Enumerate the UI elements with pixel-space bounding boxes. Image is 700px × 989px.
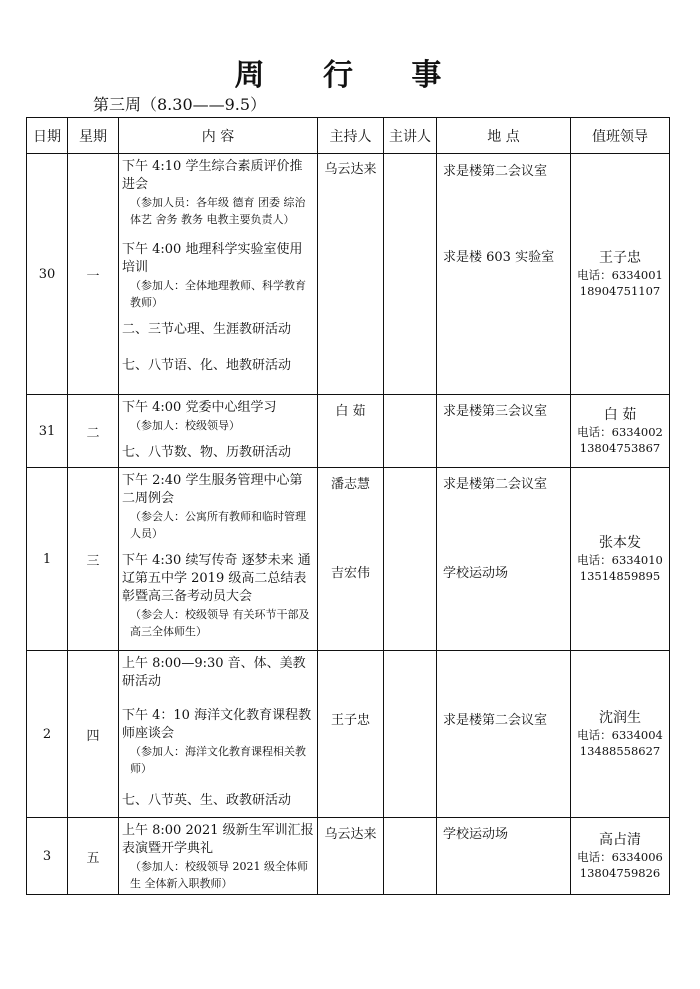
location-cell <box>437 468 571 651</box>
header-weekday: 星期 <box>68 118 119 154</box>
weekday-cell: 五 <box>68 818 119 895</box>
duty-cell <box>571 468 670 651</box>
header-host: 主持人 <box>318 118 384 154</box>
speaker-cell <box>384 468 437 651</box>
event-title: 下午 4:30 续写传奇 逐梦未来 通辽第五中学 2019 级高二总结表彰暨高三备考动员大会 <box>122 553 311 604</box>
location-name: 求是楼 603 实验室 <box>443 250 555 265</box>
content-cell <box>119 818 318 895</box>
header-content: 内 容 <box>119 118 318 154</box>
event-note: （参会人：公寓所有教师和临时管理人员） <box>130 510 306 540</box>
event-note: （参加人员：各年级 德育 团委 综治 体艺 舍务 教务 电教主要负责人） <box>130 196 306 226</box>
duty-mobile: 18904751107 <box>579 284 661 298</box>
host-cell <box>318 468 384 651</box>
location-cell <box>437 395 571 468</box>
event-title: 七、八节英、生、政教研活动 <box>122 793 292 808</box>
table-row <box>27 154 670 395</box>
table-header-row <box>27 118 670 154</box>
host-cell <box>318 651 384 818</box>
location-name: 学校运动场 <box>443 827 509 842</box>
speaker-cell <box>384 154 437 395</box>
location-spacer <box>437 651 570 709</box>
date-cell: 31 <box>27 395 68 468</box>
date-cell: 3 <box>27 818 68 895</box>
event-item <box>122 655 314 707</box>
table-row <box>27 395 670 468</box>
duty-phone: 电话：6334004 <box>577 728 663 742</box>
duty-leader-name: 王子忠 <box>599 250 641 266</box>
date-cell: 30 <box>27 154 68 395</box>
host-cell <box>318 395 384 468</box>
event-note: （参会人：校级领导 有关环节干部及高三全体师生） <box>130 608 310 638</box>
event-item <box>122 444 314 462</box>
location-name: 求是楼第二会议室 <box>443 477 548 492</box>
duty-mobile: 13514859895 <box>579 569 661 583</box>
duty-mobile: 13804759826 <box>579 866 661 880</box>
event-title: 二、三节心理、生涯教研活动 <box>122 322 292 337</box>
weekday-cell: 二 <box>68 395 119 468</box>
event-item <box>122 357 314 375</box>
event-note: （参加人：海洋文化教育课程相关教师） <box>130 745 306 775</box>
host-name: 乌云达来 <box>324 162 377 177</box>
page-title: 周 行 事 <box>234 58 466 93</box>
header-date: 日期 <box>27 118 68 154</box>
content-cell <box>119 468 318 651</box>
weekday-cell: 四 <box>68 651 119 818</box>
duty-phone: 电话：6334010 <box>577 553 663 567</box>
table-row <box>27 651 670 818</box>
duty-cell <box>571 154 670 395</box>
host-name: 王子忠 <box>330 713 370 728</box>
event-note: （参加人：校级领导） <box>130 419 240 432</box>
location-cell <box>437 651 571 818</box>
week-label: 第三周（8.30——9.5） <box>93 95 267 114</box>
event-item <box>122 707 314 792</box>
date-cell: 2 <box>27 651 68 818</box>
event-title: 七、八节数、物、历教研活动 <box>122 445 292 460</box>
host-spacer <box>318 651 383 709</box>
event-item <box>122 472 314 552</box>
event-note: （参加人：全体地理教师、科学教育教师） <box>130 279 306 309</box>
event-title: 下午 4：10 海洋文化教育课程教师座谈会 <box>122 708 312 741</box>
speaker-cell <box>384 395 437 468</box>
location-name: 学校运动场 <box>443 566 509 581</box>
duty-cell <box>571 818 670 895</box>
host-name: 乌云达来 <box>324 827 377 842</box>
host-cell <box>318 818 384 895</box>
table-row <box>27 818 670 895</box>
duty-leader-name: 张本发 <box>599 535 641 551</box>
header-location: 地 点 <box>437 118 571 154</box>
weekday-cell: 一 <box>68 154 119 395</box>
location-name: 求是楼第二会议室 <box>443 164 548 179</box>
duty-leader-name: 高占清 <box>599 832 641 848</box>
event-item <box>122 317 314 357</box>
duty-cell <box>571 395 670 468</box>
event-item <box>122 552 314 640</box>
table-row <box>27 468 670 651</box>
date-cell: 1 <box>27 468 68 651</box>
weekly-schedule-table <box>26 117 670 895</box>
event-title: 下午 4:00 地理科学实验室使用培训 <box>122 242 303 275</box>
host-name: 白 茹 <box>335 404 366 419</box>
content-cell <box>119 651 318 818</box>
event-title: 下午 4:10 学生综合素质评价推进会 <box>122 159 303 192</box>
location-name: 求是楼第二会议室 <box>443 713 548 728</box>
event-title: 上午 8:00—9:30 音、体、美教研活动 <box>122 656 306 689</box>
event-item <box>122 158 314 241</box>
duty-mobile: 13488558627 <box>579 744 661 758</box>
location-cell <box>437 154 571 395</box>
speaker-cell <box>384 651 437 818</box>
header-duty-leader: 值班领导 <box>571 118 670 154</box>
weekday-cell: 三 <box>68 468 119 651</box>
content-cell <box>119 395 318 468</box>
location-cell <box>437 818 571 895</box>
event-item <box>122 241 314 317</box>
event-item <box>122 792 314 810</box>
event-item <box>122 399 314 444</box>
content-cell <box>119 154 318 395</box>
event-title: 下午 4:00 党委中心组学习 <box>122 400 277 415</box>
event-title: 七、八节语、化、地教研活动 <box>122 358 292 373</box>
host-name: 潘志慧 <box>330 477 370 492</box>
event-item <box>122 822 314 892</box>
speaker-cell <box>384 818 437 895</box>
host-name: 吉宏伟 <box>330 566 370 581</box>
duty-cell <box>571 651 670 818</box>
duty-leader-name: 白 茹 <box>603 407 637 423</box>
duty-mobile: 13804753867 <box>579 441 661 455</box>
event-note: （参加人：校级领导 2021 级全体师生 全体新入职教师） <box>130 860 308 890</box>
duty-phone: 电话：6334006 <box>577 850 663 864</box>
header-speaker: 主讲人 <box>384 118 437 154</box>
host-cell <box>318 154 384 395</box>
location-name: 求是楼第三会议室 <box>443 404 548 419</box>
duty-phone: 电话：6334002 <box>577 425 663 439</box>
duty-phone: 电话：6334001 <box>577 268 663 282</box>
duty-leader-name: 沈润生 <box>599 710 641 726</box>
event-title: 上午 8:00 2021 级新生军训汇报表演暨开学典礼 <box>122 823 314 856</box>
event-title: 下午 2:40 学生服务管理中心第二周例会 <box>122 473 303 506</box>
